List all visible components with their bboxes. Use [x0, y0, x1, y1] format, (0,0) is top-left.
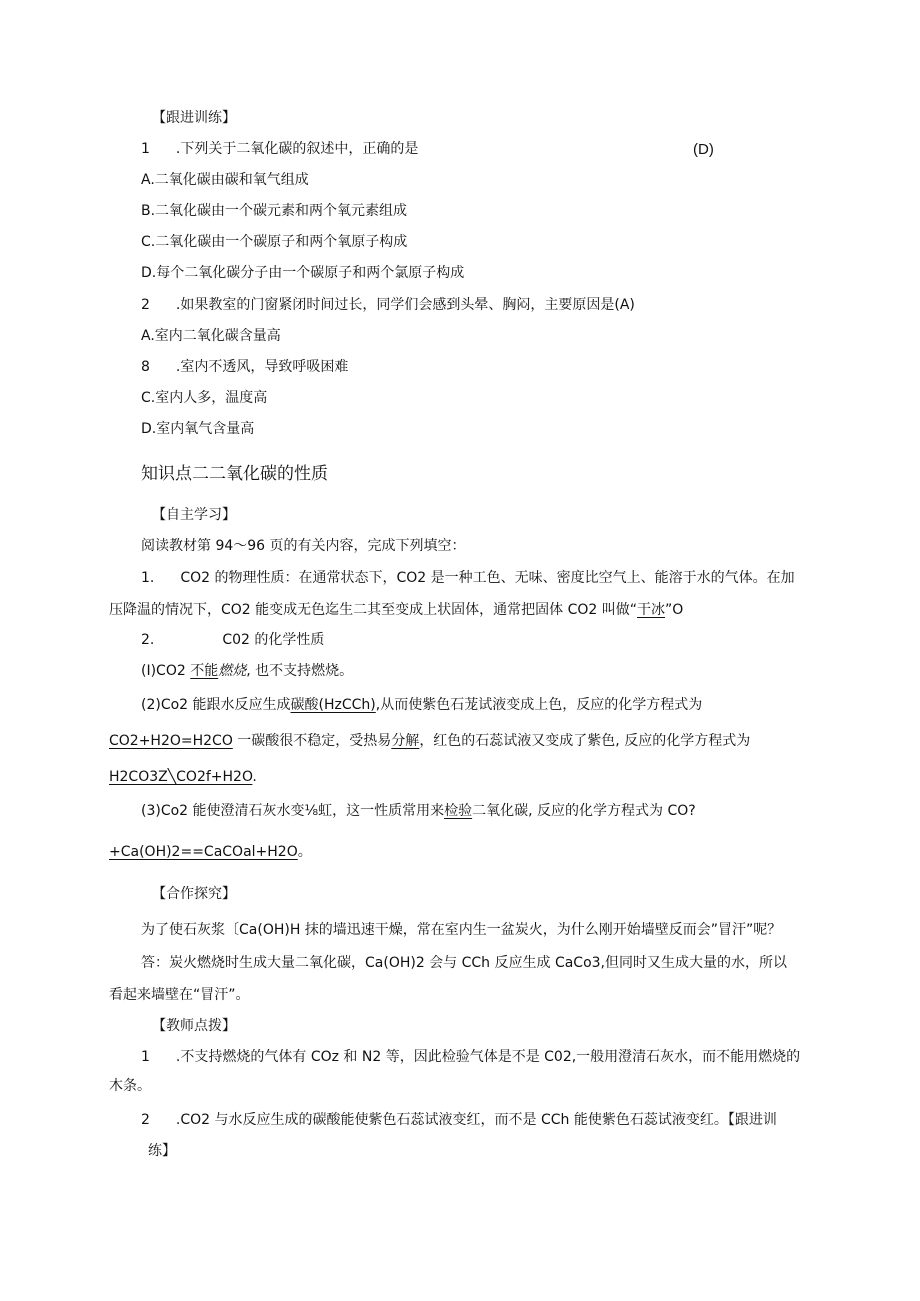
cooperation-answer-line-2: 看起来墙壁在“冒汗”。	[109, 987, 250, 1003]
question-1-answer: (D)	[693, 141, 714, 158]
paragraph-7	[141, 801, 696, 821]
underlined-answer: 分解	[391, 733, 420, 749]
paragraph-3	[141, 661, 353, 681]
teacher-point-1-line-1	[141, 1047, 800, 1067]
paragraph-1-line-1	[141, 568, 795, 588]
paragraph-text: (3)Co2 能使澄清石灰水变⅛虹，这一性质常用来	[141, 803, 445, 819]
paragraph-5	[109, 731, 750, 751]
underlined-answer: 碳酸(HzCCh)	[290, 697, 376, 713]
question-number: 2	[141, 297, 150, 313]
section-label-follow-up: 【跟进训练】	[152, 110, 236, 126]
cooperation-answer-line-1: 答：炭火燃烧时生成大量二氧化碳，Ca(OH)2 会与 CCh 反应生成 CaCo3,但同时又生成大量的水，所以	[141, 955, 788, 971]
paragraph-text: 压降温的情况下，CO2 能变成无色迄生二其至变成上状固体，通常把固体 CO2 叫做“	[109, 602, 638, 618]
option-a: A.二氧化碳由碳和氧气组成	[141, 172, 309, 188]
section-heading: 知识点二二氧化碳的性质	[141, 464, 328, 484]
underlined-answer: 不能	[190, 663, 219, 679]
paragraph-4	[141, 695, 702, 715]
paragraph-text: , 也不支持燃烧。	[246, 663, 354, 679]
paragraph-text: .	[252, 769, 257, 785]
paragraph-text: .不支持燃烧的气体有 COz 和 N2 等，因此检验气体是不是 C02,一般用澄清石灰水，而不能用燃烧的	[175, 1049, 801, 1065]
paragraph-text: .CO2 与水反应生成的碳酸能使紫色石蕊试液变红，而不是 CCh 能使紫色石蕊试液变红。【跟进训	[175, 1112, 777, 1128]
option-a: A.室内二氧化碳含量高	[141, 328, 281, 344]
question-stem: .如果教室的门窗紧闭时间过长，同学们会感到头晕、胸闷，主要原因是(A)	[175, 297, 635, 313]
paragraph-2	[141, 630, 324, 650]
underlined-equation: +Ca(OH)2==CaCOal+H2O	[109, 844, 298, 860]
option-c: C.室内人多，温度高	[141, 390, 268, 406]
paragraph-text: (2)Co2 能跟水反应生成	[141, 697, 291, 713]
paragraph-text: ,从而使紫色石茏试液变成上色，反应的化学方程式为	[375, 697, 703, 713]
item-number: 1.	[141, 570, 155, 586]
question-number: 1	[141, 141, 150, 157]
option-c: C.二氧化碳由一个碳原子和两个氧原子构成	[141, 234, 408, 250]
question-2	[141, 295, 635, 315]
paragraph-text: 二氧化碳, 反应的化学方程式为 CO?	[472, 803, 696, 819]
option-b: B.二氧化碳由一个碳元素和两个氧元素组成	[141, 203, 408, 219]
option-d: D.每个二氧化碳分子由一个碳原子和两个氯原子构成	[141, 265, 465, 281]
section-label-teacher: 【教师点拨】	[152, 1018, 236, 1034]
paragraph-text: ，红色的石蕊试液又变成了紫色, 反应的化学方程式为	[419, 733, 751, 749]
underlined-answer: 干冰	[637, 602, 666, 618]
paragraph-text: 一碳酸很不稳定，受热易	[232, 733, 392, 749]
paragraph-text: CO2 的物理性质：在通常状态下，CO2 是一种工色、无味、密度比空气上、能溶于水的气体。在加	[180, 570, 795, 586]
reading-intro: 阅读教材第 94～96 页的有关内容，完成下列填空：	[141, 538, 466, 554]
option-text: .室内不透风，导致呼吸困难	[175, 359, 349, 375]
underlined-answer: 检验	[444, 803, 473, 819]
item-number: 2	[141, 1112, 150, 1128]
paragraph-8	[109, 842, 312, 862]
item-number: 2.	[141, 632, 155, 648]
item-number: 1	[141, 1049, 150, 1065]
emphasis-text: 燃烧	[218, 663, 247, 679]
paragraph-6	[109, 767, 257, 787]
paragraph-text: ”O	[665, 602, 684, 618]
question-stem: .下列关于二氧化碳的叙述中，正确的是	[175, 141, 419, 157]
teacher-point-1-line-2: 木条。	[109, 1078, 151, 1094]
underlined-equation: H2CO3Z╲CO2f+H2O	[109, 769, 253, 785]
question-1	[141, 139, 418, 159]
teacher-point-2-line-1	[141, 1110, 777, 1130]
option-d: D.室内氧气含量高	[141, 421, 255, 437]
teacher-point-2-line-2: 练】	[148, 1143, 176, 1159]
paragraph-text: 。	[297, 844, 312, 860]
paragraph-text: (I)CO2	[141, 663, 191, 679]
section-label-cooperation: 【合作探究】	[152, 886, 236, 902]
option-number: 8	[141, 359, 150, 375]
cooperation-question: 为了使石灰浆〔Ca(OH)H 抹的墙迅速干燥，常在室内生一盆炭火，为什么刚开始墙壁反而会”冒汗”呢？	[141, 922, 782, 938]
underlined-equation: CO2+H2O=H2CO	[109, 733, 233, 749]
section-label-self-study: 【自主学习】	[152, 507, 236, 523]
option-b	[141, 357, 348, 377]
paragraph-text: C02 的化学性质	[222, 632, 325, 648]
paragraph-1-line-2	[109, 600, 683, 620]
